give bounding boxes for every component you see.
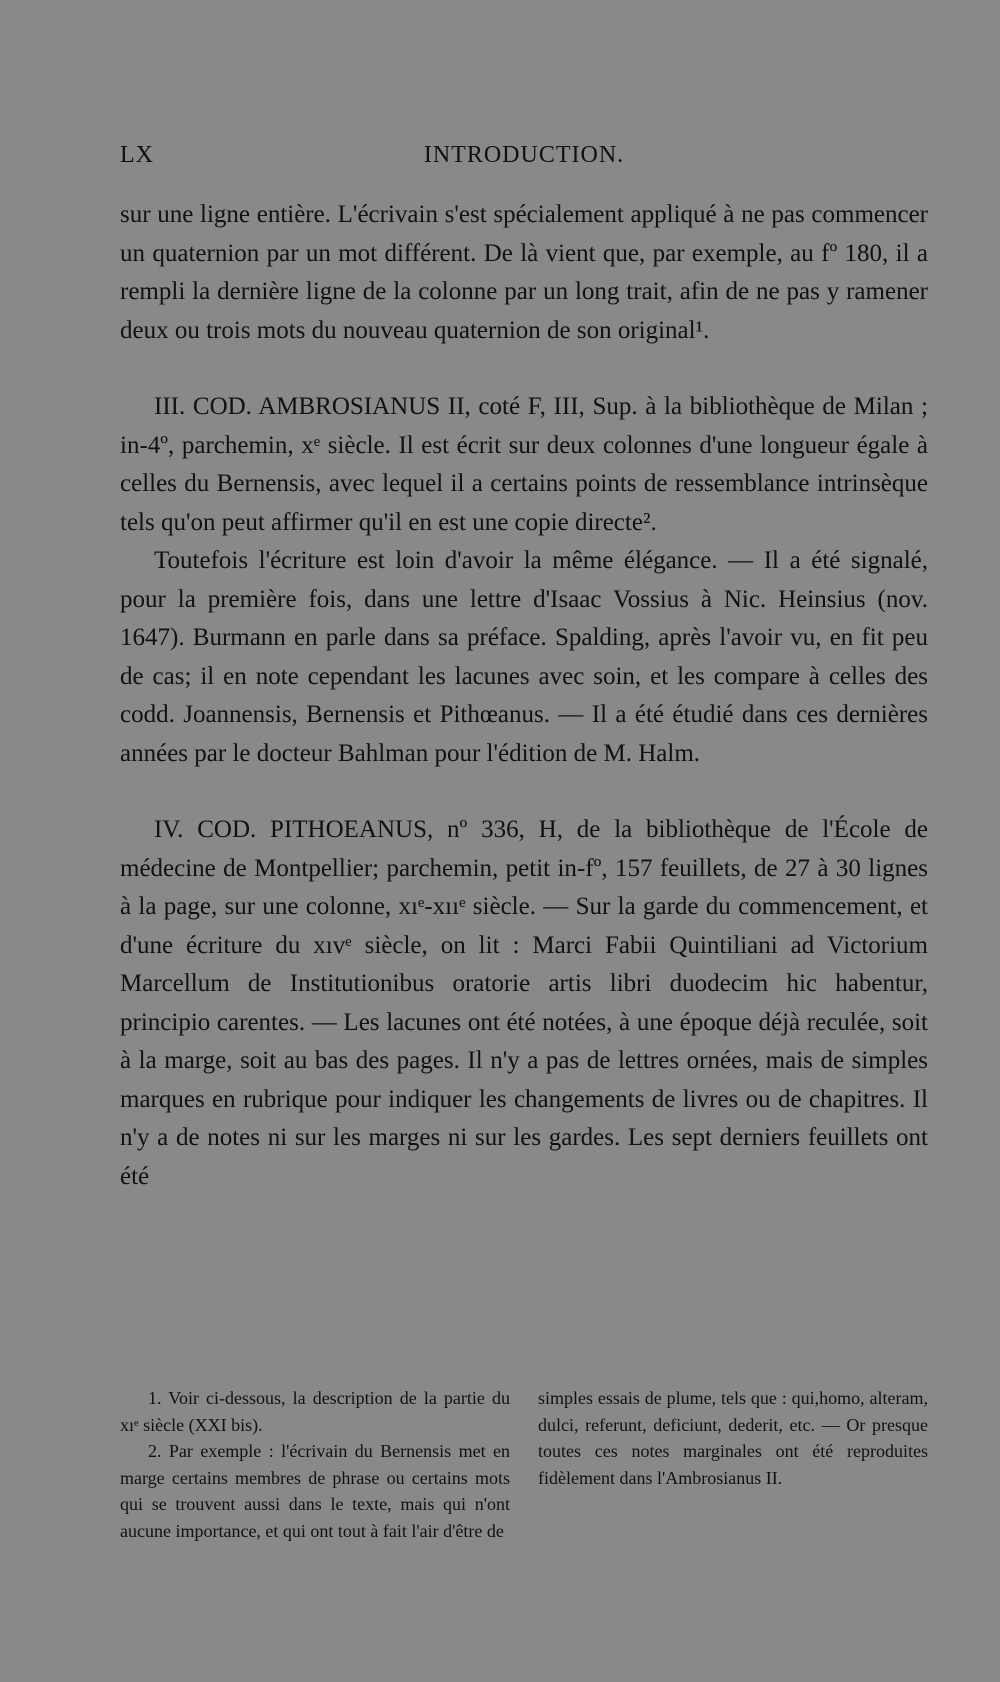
footnote-column-left — [120, 1385, 510, 1544]
paragraph-quaternion: sur une ligne entière. L'écrivain s'est spécialement appliqué à ne pas commencer un quaternion par un mot différent. De là vient que, par exemple, au fº 180, il a rempli la dernière ligne de la colonne par un long trait, afin de ne pas y ramener deux ou trois mots du nouveau quaternion de son original¹. — [120, 201, 928, 344]
paragraph-pithoeanus: IV. COD. PITHOEANUS, nº 336, H, de la bibliothèque de l'École de médecine de Montpellier; parchemin, petit in-fº, 157 feuillets, de 27 à 30 lignes à la page, sur une colonne, xıᵉ-xııᵉ siècle. — Sur la garde du commencement, et d'une écriture du xıvᵉ siècle, on lit : Marci Fabii Quintiliani ad Victorium Marcellum de Institutionibus oratorie artis libri duodecim hic habentur, principio carentes. — Les lacunes ont été notées, à une époque déjà reculée, soit à la marge, soit au bas des pages. Il n'y a pas de lettres ornées, mais de simples marques en rubrique pour indiquer les changements de livres ou de chapitres. Il n'y a de notes ni sur les marges ni sur les gardes. Les sept derniers feuillets ont été — [120, 816, 928, 1190]
body-text — [120, 196, 928, 1196]
footnotes — [120, 1385, 928, 1544]
paragraph-ambrosianus: III. COD. AMBROSIANUS II, coté F, III, Sup. à la bibliothèque de Milan ; in-4º, parchemin, xᵉ siècle. Il est écrit sur deux colonnes d'une longueur égale à celles du Bernensis, avec lequel il a certains points de ressemblance intrinsèque tels qu'on peut affirmer qu'il en est une copie directe². — [120, 393, 928, 536]
running-header — [120, 142, 928, 182]
footnote-2: 2. Par exemple : l'écrivain du Bernensis met en marge certains membres de phrase ou certains mots qui se trouvent aussi dans le texte, mais qui n'ont aucune importance, et qui ont tout à fait l'air d'être de — [120, 1441, 510, 1541]
footnote-column-right — [538, 1385, 928, 1544]
footnote-2-continued: simples essais de plume, tels que : qui,homo, alteram, dulci, referunt, deficiunt, dederit, etc. — Or presque toutes ces notes marginales ont été reproduites fidèlement dans l'Ambrosianus II. — [538, 1388, 928, 1488]
running-title: INTRODUCTION. — [423, 142, 625, 168]
footnote-1: 1. Voir ci-dessous, la description de la partie du xıᵉ siècle (XXI bis). — [120, 1388, 510, 1435]
page-number: LX — [120, 142, 154, 168]
paragraph-ambrosianus-history: Toutefois l'écriture est loin d'avoir la même élégance. — Il a été signalé, pour la première fois, dans une lettre d'Isaac Vossius à Nic. Heinsius (nov. 1647). Burmann en parle dans sa préface. Spalding, après l'avoir vu, en fit peu de cas; il en note cependant les lacunes avec soin, et les compare à celles des codd. Joannensis, Bernensis et Pithœanus. — Il a été étudié dans ces dernières années par le docteur Bahlman pour l'édition de M. Halm. — [120, 547, 928, 767]
